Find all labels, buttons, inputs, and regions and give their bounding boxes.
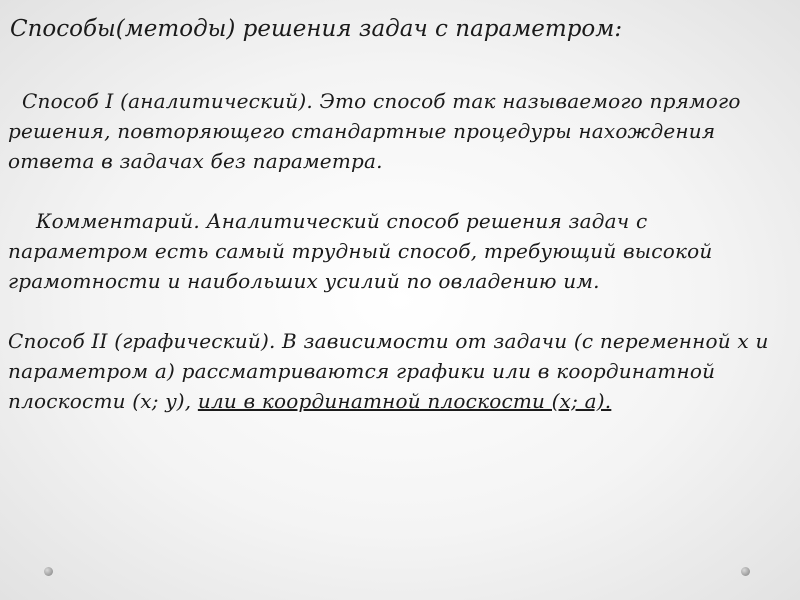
method-2-paragraph: [8, 326, 792, 416]
method-1-paragraph: Способ I (аналитический). Это способ так называемого прямого решения, повторяющего стандартные процедуры нахождения ответа в задачах без параметра.: [8, 89, 741, 173]
slide-title: Способы(методы) решения задач с параметром:: [10, 16, 623, 42]
slide-content: [8, 86, 792, 446]
decorative-dot-right: [741, 567, 750, 576]
decorative-dot-left: [44, 567, 53, 576]
method-2-text: Способ II (графический). В зависимости от задачи (с переменной x и параметром a) рассматриваются графики или в координатной плоскости (x; y),: [8, 329, 769, 413]
method-2-underlined-text: или в координатной плоскости (x; a).: [197, 389, 612, 413]
comment-paragraph: Комментарий. Аналитический способ решения задач с параметром есть самый трудный способ, требующий высокой грамотности и наибольших усилий по овладению им.: [8, 209, 713, 293]
